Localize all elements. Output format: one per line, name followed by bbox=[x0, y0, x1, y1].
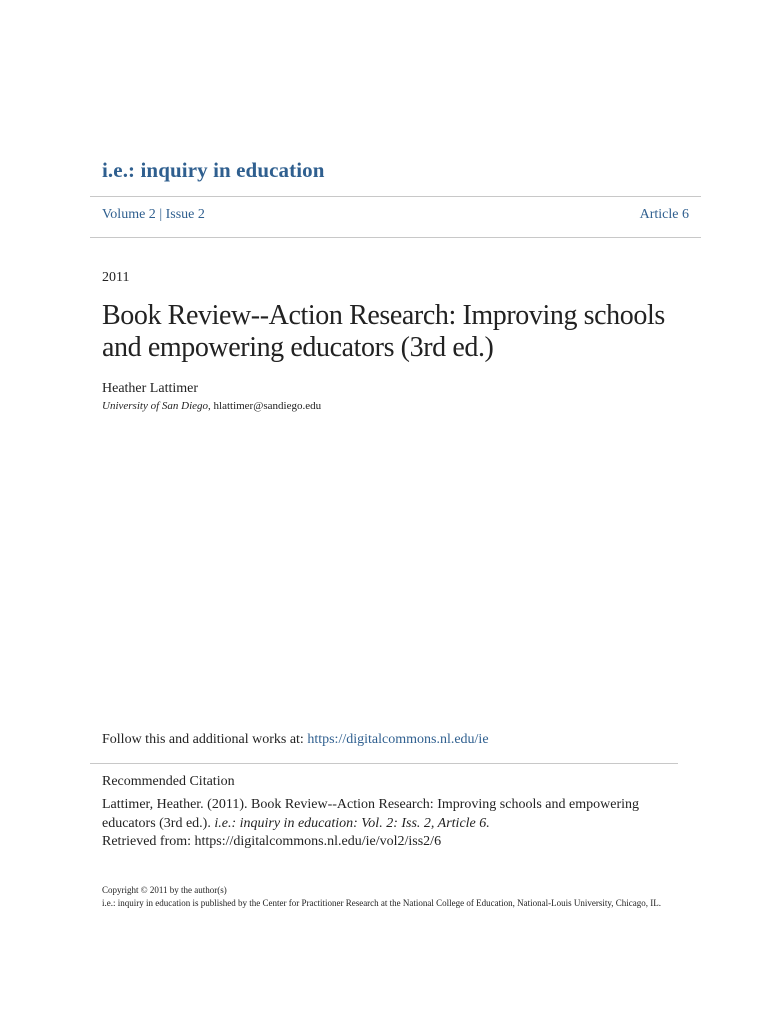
volume-link[interactable]: Volume 2 bbox=[102, 207, 156, 222]
article-title: Book Review--Action Research: Improving schools and empowering educators (3rd ed.) bbox=[102, 300, 665, 363]
volume-issue-separator: | bbox=[155, 207, 166, 222]
follow-label: Follow this and additional works at: bbox=[102, 732, 308, 747]
follow-line bbox=[102, 732, 489, 748]
copyright-block bbox=[102, 884, 682, 910]
repository-link[interactable]: https://digitalcommons.nl.edu/ie bbox=[307, 732, 489, 747]
copyright-line: Copyright © 2011 by the author(s) bbox=[102, 885, 227, 895]
citation-plain: Lattimer, Heather. (2011). Book Review--Action Research: Improving schools and empowering educators (3rd ed.). bbox=[102, 797, 639, 831]
issue-row bbox=[102, 207, 689, 223]
journal-title[interactable]: i.e.: inquiry in education bbox=[102, 158, 325, 182]
publication-year: 2011 bbox=[102, 270, 130, 285]
citation-italic: i.e.: inquiry in education: Vol. 2: Iss. 2, Article 6. bbox=[214, 815, 490, 831]
affiliation-name: University of San Diego bbox=[102, 400, 209, 412]
volume-issue bbox=[102, 207, 205, 223]
article-number-link[interactable]: Article 6 bbox=[639, 207, 689, 222]
citation-text bbox=[102, 796, 682, 852]
author-email[interactable]: , hlattimer@sandiego.edu bbox=[208, 400, 322, 412]
issue-link[interactable]: Issue 2 bbox=[165, 207, 205, 222]
header-divider-bottom bbox=[90, 237, 701, 238]
header-divider-top bbox=[90, 196, 701, 197]
author-name: Heather Lattimer bbox=[102, 381, 199, 396]
citation-divider bbox=[90, 763, 678, 764]
publisher-line: i.e.: inquiry in education is published by the Center for Practitioner Research at the National College of Education, National-Louis University, Chicago, IL. bbox=[102, 898, 662, 908]
author-affiliation bbox=[102, 400, 321, 412]
citation-retrieved: Retrieved from: https://digitalcommons.nl.edu/ie/vol2/iss2/6 bbox=[102, 834, 442, 849]
citation-heading: Recommended Citation bbox=[102, 774, 235, 789]
